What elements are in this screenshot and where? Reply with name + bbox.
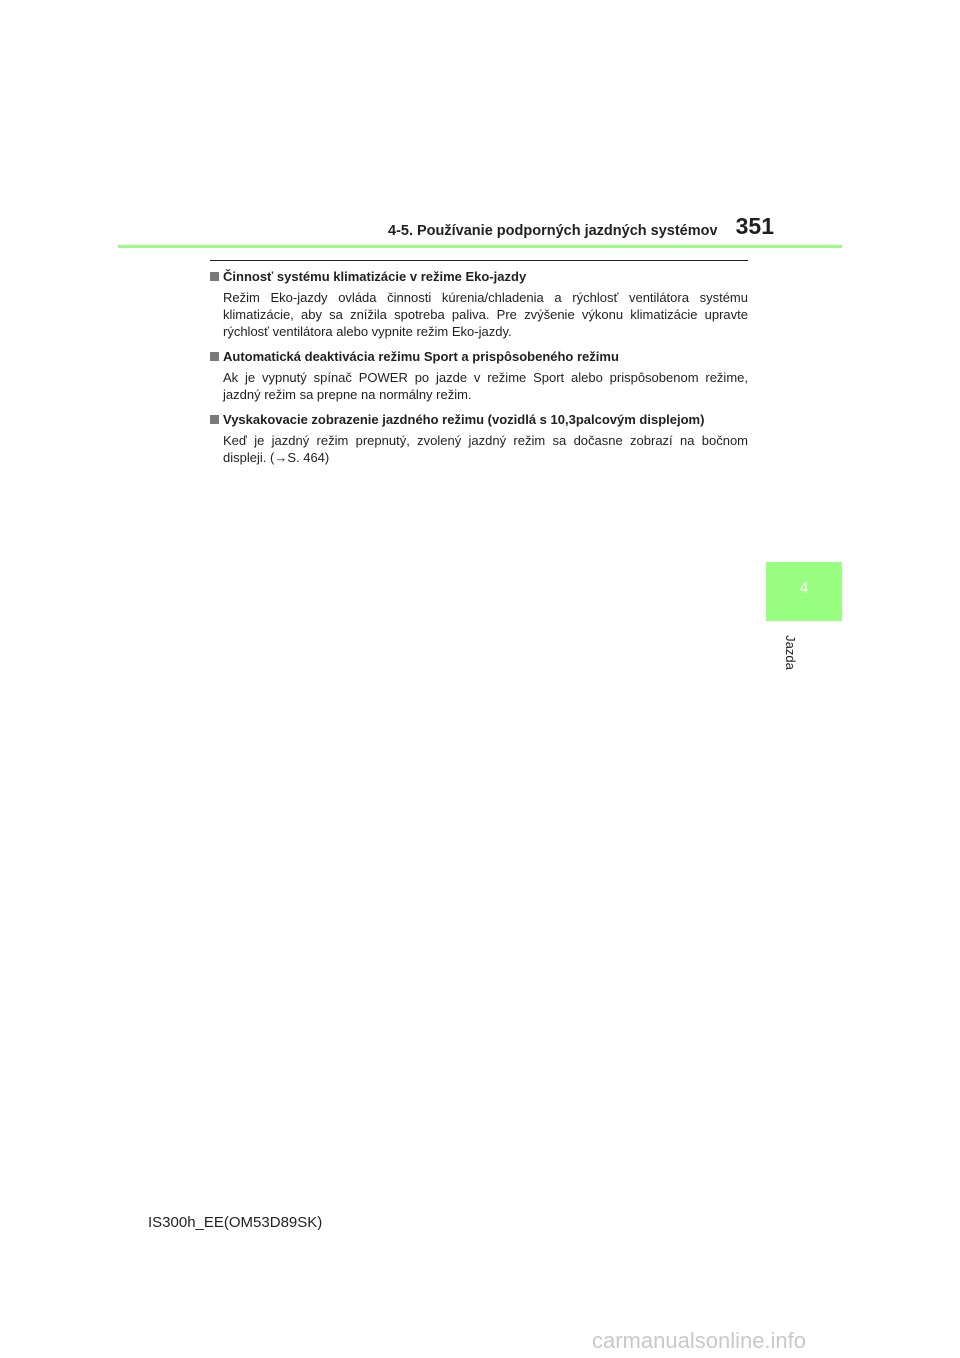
- item-heading: [210, 268, 748, 286]
- item-heading-text: Činnosť systému klimatizácie v režime Eko-jazdy: [223, 269, 527, 284]
- item-body-text: Keď je jazdný režim prepnutý, zvolený jazdný režim sa dočasne zobrazí na bočnom displeji.: [223, 433, 748, 465]
- square-bullet-icon: [210, 272, 219, 281]
- document-code: IS300h_EE(OM53D89SK): [148, 1214, 323, 1231]
- chapter-label: [781, 628, 811, 680]
- chapter-tab: [766, 562, 842, 621]
- item-heading: [210, 411, 748, 429]
- list-item: [210, 348, 748, 403]
- page-number: 351: [735, 213, 774, 239]
- list-item: [210, 411, 748, 466]
- square-bullet-icon: [210, 415, 219, 424]
- page-header: [118, 212, 842, 246]
- square-bullet-icon: [210, 352, 219, 361]
- item-heading-text: Automatická deaktivácia režimu Sport a prispôsobeného režimu: [223, 349, 619, 364]
- content-top-divider: [210, 260, 748, 261]
- content-area: [210, 268, 748, 474]
- page-reference-link[interactable]: (→S. 464): [269, 450, 330, 465]
- header-divider: [118, 245, 842, 248]
- chapter-number: 4: [799, 580, 809, 597]
- item-body: [223, 432, 748, 466]
- item-body: Režim Eko-jazdy ovláda činnosti kúrenia/chladenia a rýchlosť ventilátora systému klimatizácie, aby sa znížila spotreba paliva. Pre zvýšenie výkonu klimatizácie upravte rýchlosť ventilátora alebo vypnite režim Eko-jazdy.: [223, 290, 748, 339]
- item-heading: [210, 348, 748, 366]
- list-item: [210, 268, 748, 340]
- item-body: Ak je vypnutý spínač POWER po jazde v režime Sport alebo prispôsobenom režime, jazdný režim sa prepne na normálny režim.: [223, 370, 748, 402]
- item-heading-text: Vyskakovacie zobrazenie jazdného režimu (vozidlá s 10,3palcovým displejom): [223, 412, 705, 427]
- watermark: carmanualsonline.info: [592, 1328, 807, 1353]
- chapter-label-text: Jazda: [782, 635, 798, 670]
- section-title: 4-5. Používanie podporných jazdných systémov: [388, 223, 718, 239]
